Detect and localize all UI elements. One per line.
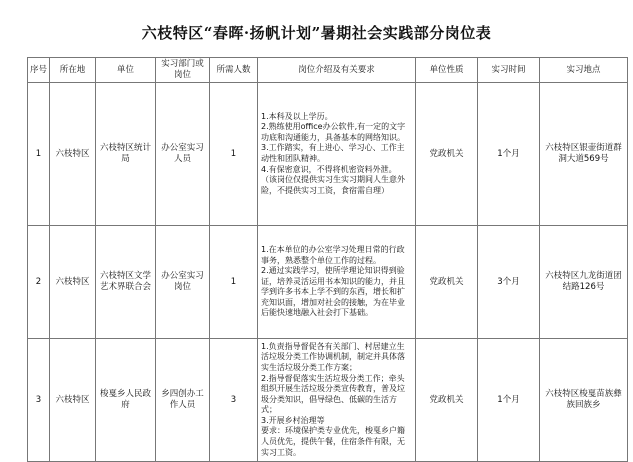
- header-place: 实习地点: [540, 58, 628, 83]
- cell-location: 六枝特区: [50, 339, 96, 462]
- cell-location: 六枝特区: [50, 226, 96, 339]
- cell-duration: 1个月: [478, 339, 540, 462]
- requirement-line: 3.工作踏实，有上进心、学习心、工作主动性和团队精神。: [261, 143, 405, 163]
- cell-count: 1: [210, 226, 258, 339]
- cell-dept: 办公室实习人员: [156, 83, 210, 226]
- cell-count: 1: [210, 83, 258, 226]
- cell-requirements: [258, 339, 416, 462]
- requirement-line: 1.本科及以上学历。: [261, 111, 333, 121]
- cell-count: 3: [210, 339, 258, 462]
- cell-nature: 党政机关: [416, 83, 478, 226]
- requirement-line: 2.指导督促落实生活垃圾分类工作；牵头组织开展生活垃圾分类宣传教育，普及垃圾分类知识，倡导绿色、低碳的生活方式；: [261, 373, 405, 415]
- cell-duration: 1个月: [478, 83, 540, 226]
- document-title: 六枝特区“春晖·扬帆计划”暑期社会实践部分岗位表: [141, 24, 492, 42]
- requirement-line: 2.熟练使用office办公软件,有一定的文字功底和沟通能力，具备基本的网络知识。: [261, 122, 406, 142]
- cell-nature: 党政机关: [416, 226, 478, 339]
- header-nature: 单位性质: [416, 58, 478, 83]
- requirement-line: （该岗位仅提供实习生实习期间人生意外险，不提供实习工资，食宿需自理）: [261, 175, 405, 195]
- table-row: [28, 226, 628, 339]
- cell-location: 六枝特区: [50, 83, 96, 226]
- cell-nature: 党政机关: [416, 339, 478, 462]
- cell-no: 1: [28, 83, 50, 226]
- cell-unit: 六枝特区文学艺术界联合会: [96, 226, 156, 339]
- header-row: [28, 58, 628, 83]
- header-count: 所需人数: [210, 58, 258, 83]
- cell-unit: 梭戛乡人民政府: [96, 339, 156, 462]
- header-location: 所在地: [50, 58, 96, 83]
- cell-requirements: [258, 226, 416, 339]
- requirement-line: 3.开展乡村治理等: [261, 415, 325, 425]
- table-row: [28, 83, 628, 226]
- cell-place: 六枝特区九龙街道团结路126号: [540, 226, 628, 339]
- requirement-line: 要求：环境保护类专业优先，梭戛乡户籍人员优先，提供午餐，住宿条件有限，无实习工资。: [261, 426, 405, 457]
- header-dept: 实习部门或岗位: [156, 58, 210, 83]
- cell-place: 六枝特区银壶街道群洞大道569号: [540, 83, 628, 226]
- header-no: 序号: [28, 58, 50, 83]
- cell-place: 六枝特区梭戛苗族彝族回族乡: [540, 339, 628, 462]
- cell-requirements: [258, 83, 416, 226]
- cell-dept: 乡四创办工作人员: [156, 339, 210, 462]
- cell-dept: 办公室实习岗位: [156, 226, 210, 339]
- cell-duration: 3个月: [478, 226, 540, 339]
- table-row: [28, 339, 628, 462]
- positions-table: [27, 57, 628, 462]
- header-unit: 单位: [96, 58, 156, 83]
- requirement-line: 1.负责指导督促各有关部门、村居建立生活垃圾分类工作协调机制，制定并具体落实生活垃圾分类工作方案；: [261, 341, 405, 372]
- cell-no: 2: [28, 226, 50, 339]
- header-duration: 实习时间: [478, 58, 540, 83]
- requirement-line: 2.通过实践学习，使所学理论知识得到验证，培养灵活运用书本知识的能力，并且学到许多书本上学不到的东西，增长和扩充知识面，增加对社会的接触，为在毕业后能快速地融入社会打下基础。: [261, 266, 405, 318]
- header-requirements: 岗位介绍及有关要求: [258, 58, 416, 83]
- requirement-line: 1.在本单位的办公室学习处理日常的行政事务，熟悉整个单位工作的过程。: [261, 244, 405, 265]
- cell-no: 3: [28, 339, 50, 462]
- requirement-line: 4.有保密意识，不得将机密资料外泄。: [261, 164, 397, 174]
- cell-unit: 六枝特区统计局: [96, 83, 156, 226]
